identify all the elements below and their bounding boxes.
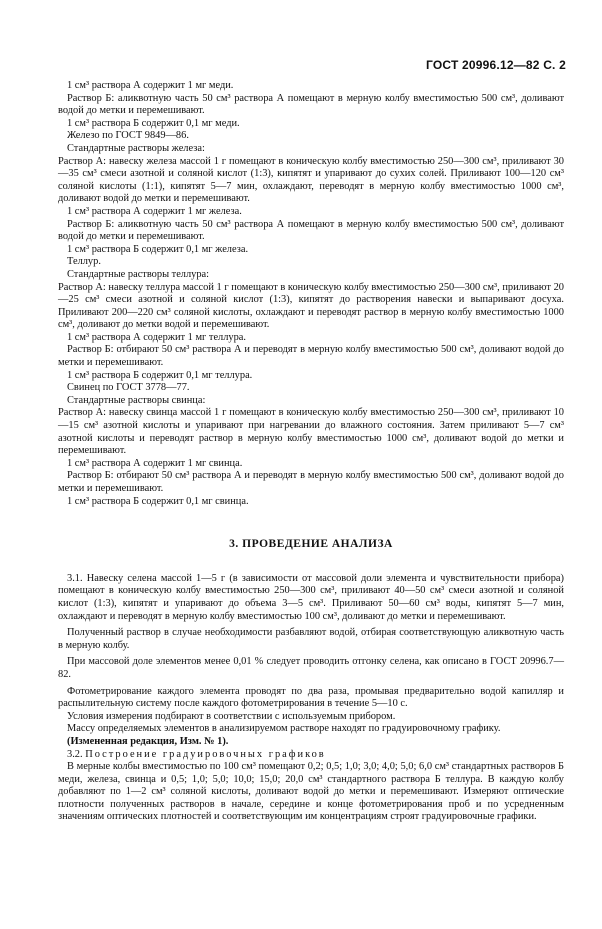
section-title: 3. ПРОВЕДЕНИЕ АНАЛИЗА <box>229 538 393 551</box>
paragraph: Раствор А: навеску теллура массой 1 г помещают в коническую колбу вместимостью 250—300 см³, приливают 20—25 см³ смеси азотной и соляной кислот (1:3), кипятят до растворения навески и выпаривают досуха. Приливают 200—220 см³ соляной кислоты, охлаждают и переводят раствор в мерную колбу вместимостью 1000 см³, доливают до метки водой и перемешивают. <box>58 281 564 331</box>
paragraph: Раствор А: навеску железа массой 1 г помещают в коническую колбу вместимостью 250—300 см³, приливают 30—35 см³ смеси азотной и соляной кислот (1:3), кипятят и упаривают до сухих солей. Приливают 100—120 см³ соляной кислоты (1:1), кипятят 5—7 мин, охлаждают, переводят в мерную колбу вместимостью 1000 см³, доливают водой до метки и перемешивают. <box>58 155 564 205</box>
paragraph: 1 см³ раствора А содержит 1 мг железа. <box>67 205 242 217</box>
paragraph: 1 см³ раствора А содержит 1 мг свинца. <box>67 457 243 469</box>
paragraph: Раствор Б: отбирают 50 см³ раствора А и переводят в мерную колбу вместимостью 500 см³, доливают водой до метки и перемешивают. <box>58 470 564 494</box>
page-header: ГОСТ 20996.12—82 С. 2 <box>426 58 566 72</box>
paragraph: Теллур. <box>67 256 101 268</box>
paragraph: Свинец по ГОСТ 3778—77. <box>67 382 190 394</box>
paragraph: 1 см³ раствора Б содержит 0,1 мг меди. <box>67 117 240 129</box>
paragraph: 1 см³ раствора Б содержит 0,1 мг свинца. <box>67 495 249 507</box>
paragraph: Стандартные растворы теллура: <box>67 268 210 280</box>
paragraph: Раствор Б: аликвотную часть 50 см³ раствора А помещают в мерную колбу вместимостью 500 см³, доливают водой до метки и перемешивают. <box>58 92 564 117</box>
paragraph: Раствор Б: аликвотную часть 50 см³ раствора А помещают в мерную колбу вместимостью 500 см³, доливают водой до метки и перемешивают. <box>58 218 564 243</box>
clause-number: 3.2. <box>67 748 86 760</box>
document-body <box>58 80 564 824</box>
clause-title: Построение градуировочных графиков <box>85 748 326 760</box>
paragraph: Массу определяемых элементов в анализируемом растворе находят по градуировочному графику. <box>67 723 501 735</box>
paragraph: 1 см³ раствора Б содержит 0,1 мг теллура. <box>67 369 253 381</box>
clause-3-1: 3.1. Навеску селена массой 1—5 г (в зависимости от массовой доли элемента и чувствительности прибора) помещают в коническую колбу вместимостью 250—300 см³, приливают 40—50 см³ смеси азотной и соляной кислот (1:3), кипятят и упаривают до объема 3—5 см³. Приливают 50—60 см³ воды, кипятят 5—7 мин, охлаждают и переводят в мерную колбу вместимостью 100 см³, доливают до метки и перемешивают. <box>58 572 564 622</box>
paragraph: 1 см³ раствора А содержит 1 мг теллура. <box>67 331 247 343</box>
paragraph: Железо по ГОСТ 9849—86. <box>67 130 189 142</box>
paragraph: 1 см³ раствора А содержит 1 мг меди. <box>67 80 234 91</box>
paragraph: Стандартные растворы свинца: <box>67 394 206 406</box>
clause-3-2-body: В мерные колбы вместимостью по 100 см³ помещают 0,2; 0,5; 1,0; 3,0; 4,0; 5,0; 6,0 см³ стандартных растворов Б меди, железа, свинца и 0,5; 1,0; 5,0; 10,0; 15,0; 20,0 см³ стандартного раствора Б теллура. В каждую колбу добавляют по 1—2 см³ соляной кислоты, доливают водой до метки и перемешивают. Измеряют оптические плотности полученных растворов в начале, середине и конце фотометрирования проб и по усредненным значениям оптических плотностей и соответствующим им концентрациям строят градуировочные графики. <box>58 761 564 823</box>
paragraph: Фотометрирование каждого элемента проводят по два раза, промывая предварительно водой капилляр и распылительную систему после каждого фотометрирования в течение 5—10 с. <box>58 685 564 710</box>
paragraph: 1 см³ раствора Б содержит 0,1 мг железа. <box>67 243 249 255</box>
paragraph: Условия измерения подбирают в соответствии с используемым прибором. <box>67 710 396 722</box>
paragraph: Раствор Б: отбирают 50 см³ раствора А и переводят в мерную колбу вместимостью 500 см³, доливают водой до метки и перемешивают. <box>58 344 564 369</box>
paragraph: Раствор А: навеску свинца массой 1 г помещают в коническую колбу вместимостью 250—300 см³, приливают 10—15 см³ азотной кислоты и упаривают при нагревании до влажного состояния. Затем приливают 5—7 см³ азотной кислоты и переводят раствор в мерную колбу вместимостью 1000 см³, доливают водой до метки и перемешивают. <box>58 407 564 457</box>
edition-note: (Измененная редакция, Изм. № 1). <box>67 735 229 747</box>
paragraph: При массовой доле элементов менее 0,01 % следует проводить отгонку селена, как описано в ГОСТ 20996.7—82. <box>58 656 564 680</box>
paragraph: Стандартные растворы железа: <box>67 142 205 154</box>
paragraph: Полученный раствор в случае необходимости разбавляют водой, отбирая соответствующую аликвотную часть в мерную колбу. <box>58 627 564 651</box>
clause-3-2-heading <box>58 749 564 762</box>
